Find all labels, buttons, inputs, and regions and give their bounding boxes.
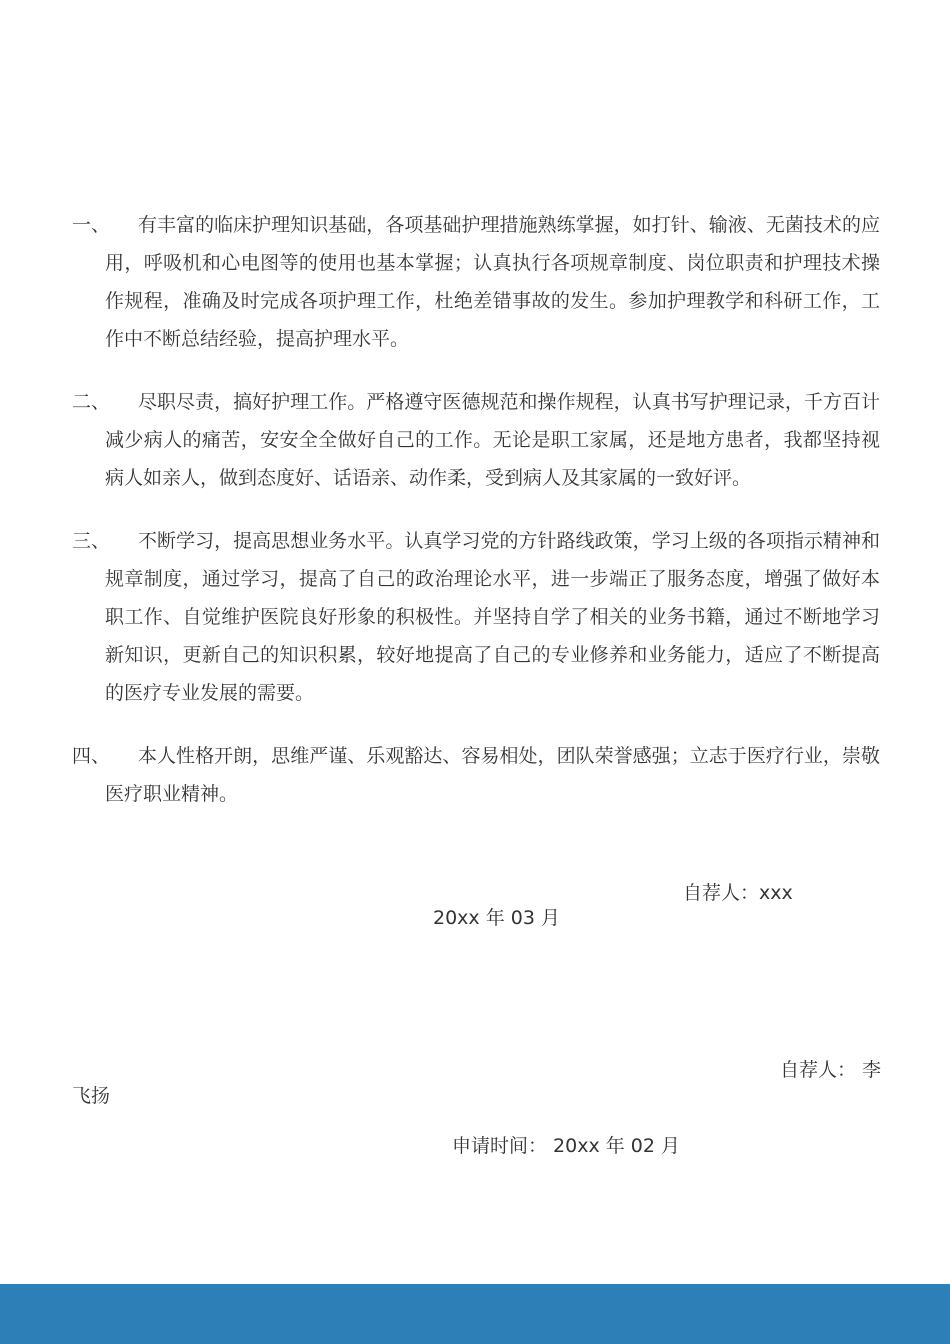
item-text: 尽职尽责，搞好护理工作。严格遵守医德规范和操作规程，认真书写护理记录，千方百计减少病人的痛苦，安安全全做好自己的工作。无论是职工家属，还是地方患者，我都坚持视病人如亲人，做到态度好、话语亲、动作柔，受到病人及其家属的一致好评。 [105, 391, 880, 489]
item-number: 四、 [72, 745, 111, 767]
signature-name-line1: 自荐人： 李 [780, 1059, 882, 1081]
item-text: 不断学习，提高思想业务水平。认真学习党的方针路线政策，学习上级的各项指示精神和规章制度，通过学习，提高了自己的政治理论水平，进一步端正了服务态度，增强了做好本职工作、自觉维护医院良好形象的积极性。并坚持自学了相关的业务书籍，通过不断地学习新知识，更新自己的知识积累，较好地提高了自己的专业修养和业务能力，适应了不断提高的医疗专业发展的需要。 [105, 530, 880, 704]
footer-bar [0, 1284, 950, 1344]
list-item [72, 383, 880, 497]
item-text: 有丰富的临床护理知识基础，各项基础护理措施熟练掌握，如打针、输液、无菌技术的应用，呼吸机和心电图等的使用也基本掌握；认真执行各项规章制度、岗位职责和护理技术操作规程，准确及时完成各项护理工作，杜绝差错事故的发生。参加护理教学和科研工作，工作中不断总结经验，提高护理水平。 [105, 214, 880, 350]
list-item [72, 737, 880, 813]
item-number: 三、 [72, 530, 111, 552]
signature-name: 自荐人：xxx [683, 882, 793, 904]
item-number: 二、 [72, 391, 111, 413]
item-number: 一、 [72, 214, 111, 236]
item-text: 本人性格开朗，思维严谨、乐观豁达、容易相处，团队荣誉感强；立志于医疗行业，崇敬医疗职业精神。 [105, 745, 880, 805]
list-item [72, 206, 880, 358]
application-date: 申请时间： 20xx 年 02 月 [452, 1135, 681, 1157]
signature-date: 20xx 年 03 月 [433, 907, 560, 929]
list-item [72, 522, 880, 712]
signature-name-line2: 飞扬 [72, 1085, 111, 1107]
